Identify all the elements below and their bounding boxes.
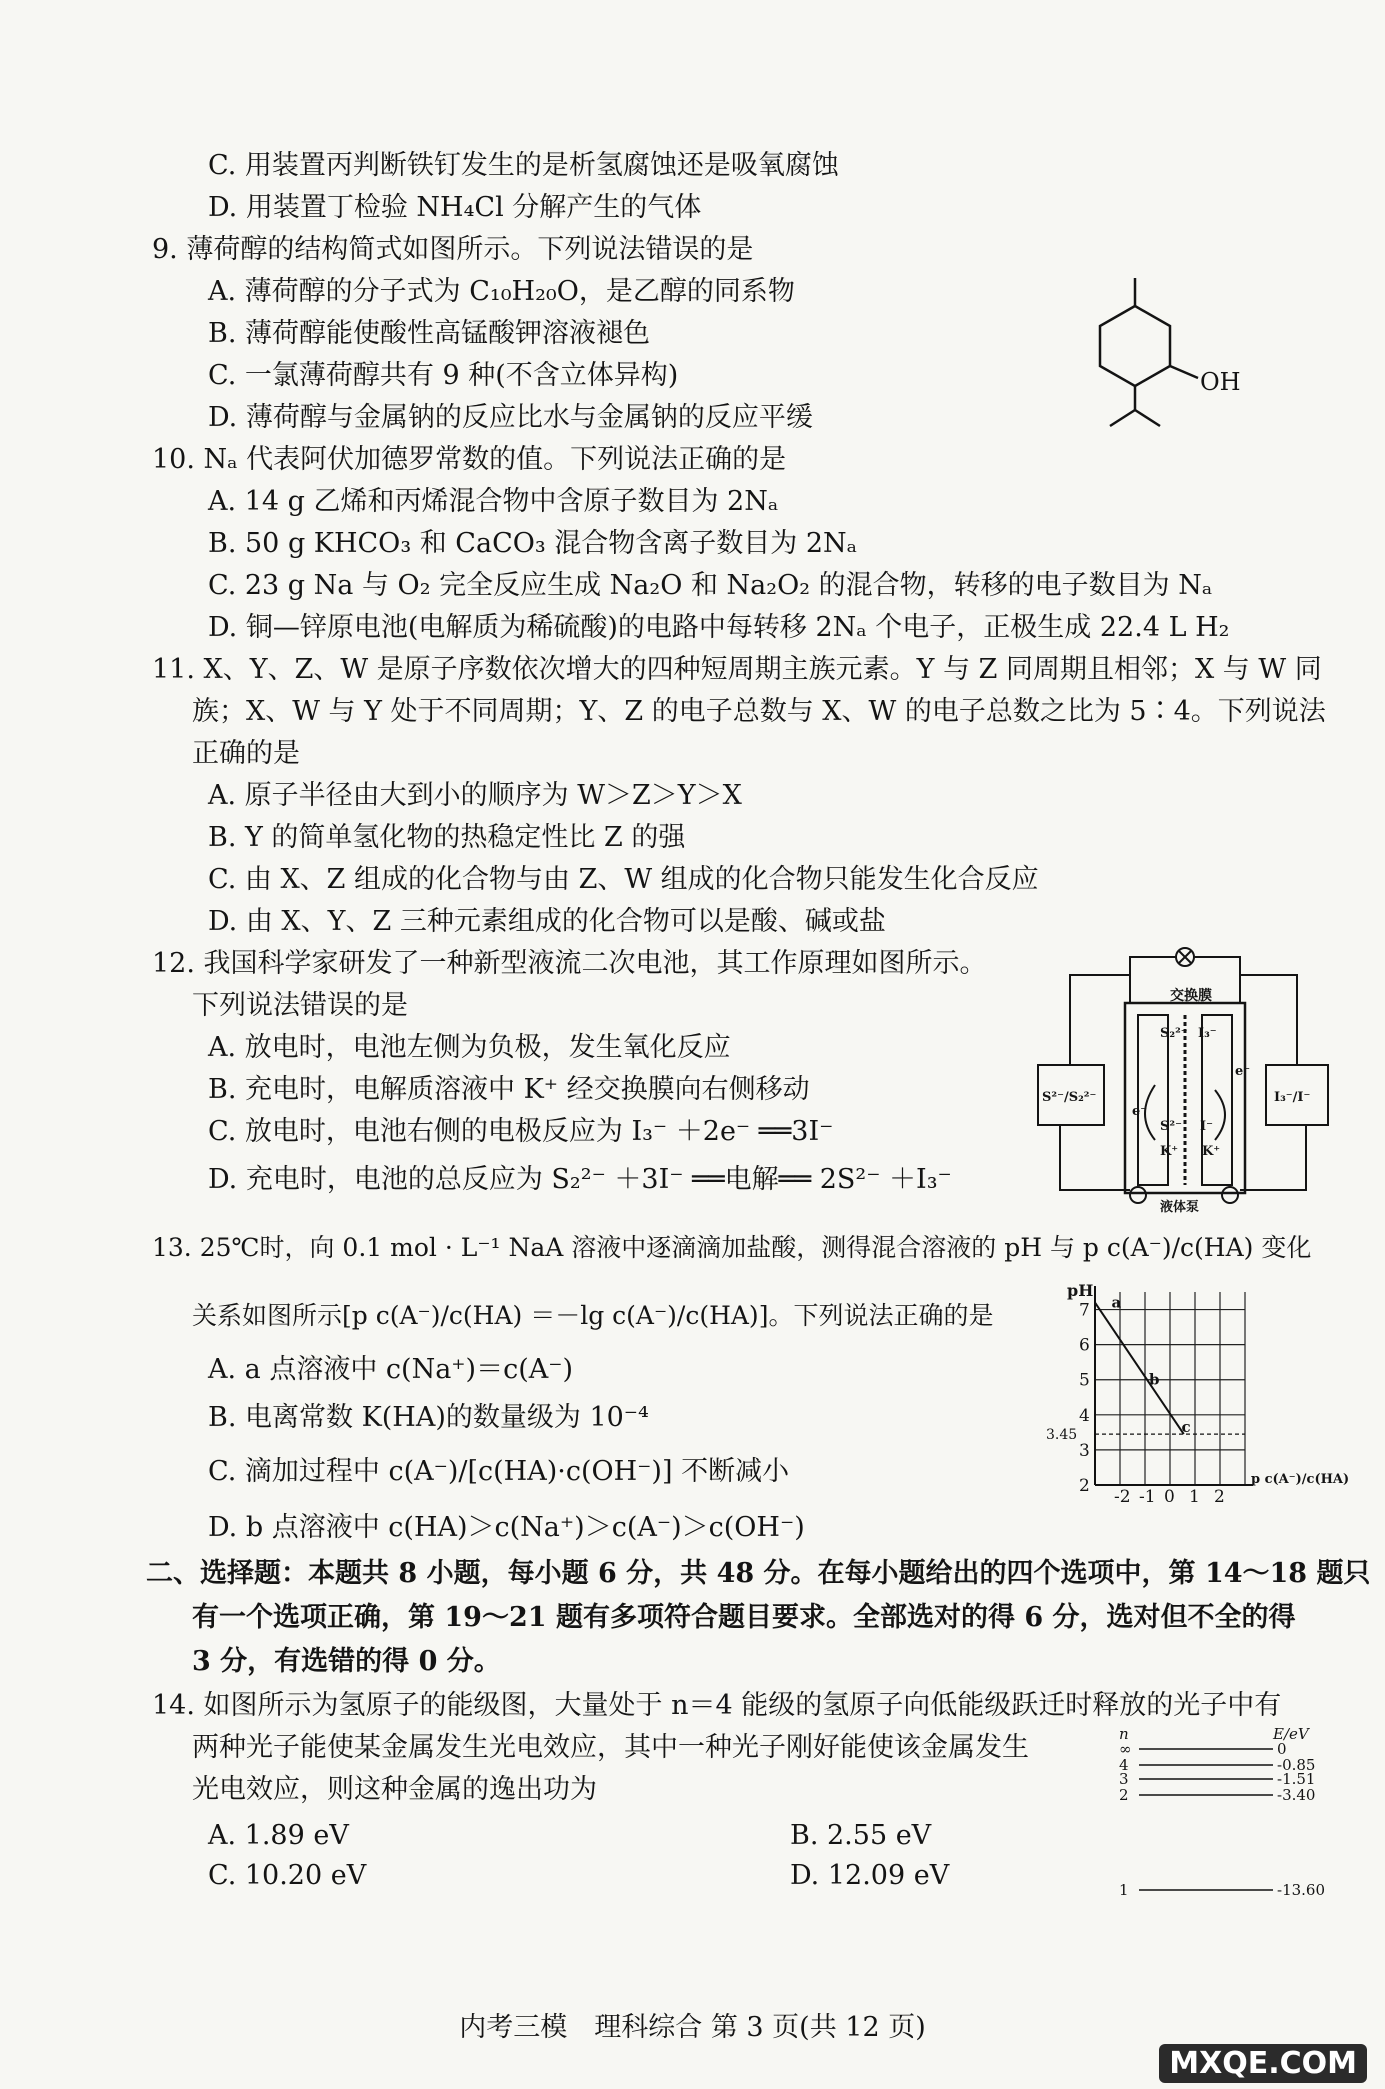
question-10-stem: 10. Nₐ 代表阿伏加德罗常数的值。下列说法正确的是 <box>152 444 787 475</box>
option-10b: B. 50 g KHCO₃ 和 CaCO₃ 混合物含离子数目为 2Nₐ <box>208 528 858 559</box>
s2-top-label: S₂²⁻ <box>1160 1026 1188 1041</box>
option-14d: D. 12.09 eV <box>790 1860 950 1891</box>
option-13c: C. 滴加过程中 c(A⁻)/[c(HA)·c(OH⁻)] 不断减小 <box>208 1456 790 1487</box>
point-label-a: a <box>1111 1293 1122 1312</box>
section-2-heading: 二、选择题：本题共 8 小题，每小题 6 分，共 48 分。在每小题给出的四个选项中，第 14～18 题只 <box>146 1558 1371 1589</box>
question-14-stem: 14. 如图所示为氢原子的能级图，大量处于 n＝4 能级的氢原子向低能级跃迁时释放的光子中有 <box>152 1690 1282 1721</box>
point-label-b: b <box>1149 1370 1160 1389</box>
question-14-stem-3: 光电效应，则这种金属的逸出功为 <box>192 1774 597 1805</box>
y-tick-label: 2 <box>1079 1476 1090 1496</box>
ph-chart <box>1000 1280 1350 1507</box>
pump-left-icon <box>1130 1187 1146 1203</box>
level-energy-label: -1.51 <box>1277 1770 1316 1788</box>
question-13-stem: 13. 25℃时，向 0.1 mol · L⁻¹ NaA 溶液中逐滴滴加盐酸，测得混合溶液的 pH 与 p c(A⁻)/c(HA) 变化 <box>152 1233 1312 1262</box>
x-tick-label: -1 <box>1139 1487 1156 1507</box>
option-9a: A. 薄荷醇的分子式为 C₁₀H₂₀O，是乙醇的同系物 <box>208 276 795 307</box>
n-header: n <box>1119 1725 1129 1743</box>
option-10d: D. 铜—锌原电池(电解质为稀硫酸)的电路中每转移 2Nₐ 个电子，正极生成 22.4 L H₂ <box>208 612 1230 643</box>
option-13a: A. a 点溶液中 c(Na⁺)＝c(A⁻) <box>208 1354 574 1385</box>
option-11c: C. 由 X、Z 组成的化合物与由 Z、W 组成的化合物只能发生化合反应 <box>208 864 1039 895</box>
level-n-label: ∞ <box>1119 1740 1132 1758</box>
energy-level-diagram <box>1105 1725 1375 1905</box>
option-10c: C. 23 g Na 与 O₂ 完全反应生成 Na₂O 和 Na₂O₂ 的混合物，转移的电子数目为 Nₐ <box>208 570 1213 601</box>
point-label-c: c <box>1181 1418 1191 1437</box>
question-12-stem: 12. 我国科学家研发了一种新型液流二次电池，其工作原理如图所示。 <box>152 948 987 979</box>
question-11-stem-3: 正确的是 <box>192 738 300 769</box>
energy-header: E/eV <box>1273 1725 1309 1743</box>
option-13b: B. 电离常数 K(HA)的数量级为 10⁻⁴ <box>208 1402 649 1433</box>
option-12c: C. 放电时，电池右侧的电极反应为 I₃⁻ ＋2e⁻ ══3I⁻ <box>208 1116 834 1147</box>
option-12b: B. 充电时，电解质溶液中 K⁺ 经交换膜向右侧移动 <box>208 1074 810 1105</box>
option-10a: A. 14 g 乙烯和丙烯混合物中含原子数目为 2Nₐ <box>208 486 779 517</box>
hydroxyl-label: OH <box>1200 368 1241 396</box>
x-tick-label: 2 <box>1214 1487 1225 1507</box>
menthol-structure <box>1090 278 1240 428</box>
e-left-label: e⁻ <box>1132 1104 1148 1119</box>
pump-label: 液体泵 <box>1160 1200 1200 1215</box>
question-12-stem-2: 下列说法错误的是 <box>192 990 408 1021</box>
reference-label: 3.45 <box>1046 1427 1078 1444</box>
i3-top-label: I₃⁻ <box>1198 1026 1217 1041</box>
question-11-stem: 11. X、Y、Z、W 是原子序数依次增大的四种短周期主族元素。Y 与 Z 同周期且相邻；X 与 W 同 <box>152 654 1322 685</box>
watermark-logo: MXQE.COM <box>1159 2044 1367 2083</box>
level-n-label: 4 <box>1119 1756 1129 1774</box>
question-11-stem-2: 族；X、W 与 Y 处于不同周期；Y、Z 的电子总数与 X、W 的电子总数之比为 5∶4。下列说法 <box>192 696 1326 727</box>
x-tick-label: 1 <box>1189 1487 1200 1507</box>
flow-battery-diagram <box>1030 945 1330 1215</box>
level-n-label: 1 <box>1119 1881 1129 1899</box>
membrane-label: 交换膜 <box>1170 988 1212 1004</box>
option-9b: B. 薄荷醇能使酸性高锰酸钾溶液褪色 <box>208 318 651 349</box>
level-energy-label: 0 <box>1277 1740 1287 1758</box>
e-right-label: e⁻ <box>1235 1064 1251 1079</box>
level-energy-label: -3.40 <box>1277 1786 1316 1804</box>
k-right-label: K⁺ <box>1202 1144 1221 1159</box>
question-9-stem: 9. 薄荷醇的结构简式如图所示。下列说法错误的是 <box>152 234 754 265</box>
option-11b: B. Y 的简单氢化物的热稳定性比 Z 的强 <box>208 822 686 853</box>
y-tick-label: 7 <box>1079 1300 1090 1321</box>
option-14b: B. 2.55 eV <box>790 1820 932 1851</box>
option-13d: D. b 点溶液中 c(HA)＞c(Na⁺)＞c(A⁻)＞c(OH⁻) <box>208 1512 805 1543</box>
left-tank-label: S²⁻/S₂²⁻ <box>1042 1090 1097 1105</box>
option-12a: A. 放电时，电池左侧为负极，发生氧化反应 <box>208 1032 731 1063</box>
right-tank-label: I₃⁻/I⁻ <box>1274 1090 1311 1105</box>
y-tick-label: 4 <box>1079 1405 1090 1426</box>
option-14c: C. 10.20 eV <box>208 1860 367 1891</box>
section-2-heading-2: 有一个选项正确，第 19～21 题有多项符合题目要求。全部选对的得 6 分，选对但不全的得 <box>192 1602 1296 1633</box>
page-footer: 内考三模 理科综合 第 3 页(共 12 页) <box>459 2012 926 2043</box>
option-11a: A. 原子半径由大到小的顺序为 W＞Z＞Y＞X <box>208 780 742 811</box>
question-14-stem-2: 两种光子能使某金属发生光电效应，其中一种光子刚好能使该金属发生 <box>192 1732 1029 1763</box>
section-2-heading-3: 3 分，有选错的得 0 分。 <box>192 1646 501 1677</box>
level-energy-label: -13.60 <box>1277 1881 1326 1899</box>
x-axis-label: p c(A⁻)/c(HA) <box>1251 1472 1350 1487</box>
option-8d: D. 用装置丁检验 NH₄Cl 分解产生的气体 <box>208 192 702 223</box>
y-axis-label: pH <box>1067 1281 1094 1300</box>
level-n-label: 2 <box>1119 1786 1129 1804</box>
option-8c: C. 用装置丙判断铁钉发生的是析氢腐蚀还是吸氧腐蚀 <box>208 150 839 181</box>
level-n-label: 3 <box>1119 1770 1129 1788</box>
option-9d: D. 薄荷醇与金属钠的反应比水与金属钠的反应平缓 <box>208 402 813 433</box>
x-tick-label: -2 <box>1114 1487 1131 1507</box>
s2m-label: S²⁻ <box>1160 1119 1182 1134</box>
y-tick-label: 3 <box>1079 1440 1090 1461</box>
im-label: I⁻ <box>1200 1119 1213 1134</box>
level-energy-label: -0.85 <box>1277 1756 1316 1774</box>
k-left-label: K⁺ <box>1160 1144 1179 1159</box>
pump-right-icon <box>1222 1187 1238 1203</box>
option-12d: D. 充电时，电池的总反应为 S₂²⁻ ＋3I⁻ ══电解══ 2S²⁻ ＋I₃⁻ <box>208 1164 952 1195</box>
x-tick-label: 0 <box>1164 1487 1175 1507</box>
y-tick-label: 5 <box>1079 1370 1090 1391</box>
option-14a: A. 1.89 eV <box>208 1820 349 1851</box>
option-9c: C. 一氯薄荷醇共有 9 种(不含立体异构) <box>208 360 679 391</box>
y-tick-label: 6 <box>1079 1335 1090 1356</box>
question-13-stem-2: 关系如图所示[p c(A⁻)/c(HA) ＝－lg c(A⁻)/c(HA)]。下列说法正确的是 <box>192 1301 994 1330</box>
option-11d: D. 由 X、Y、Z 三种元素组成的化合物可以是酸、碱或盐 <box>208 906 886 937</box>
